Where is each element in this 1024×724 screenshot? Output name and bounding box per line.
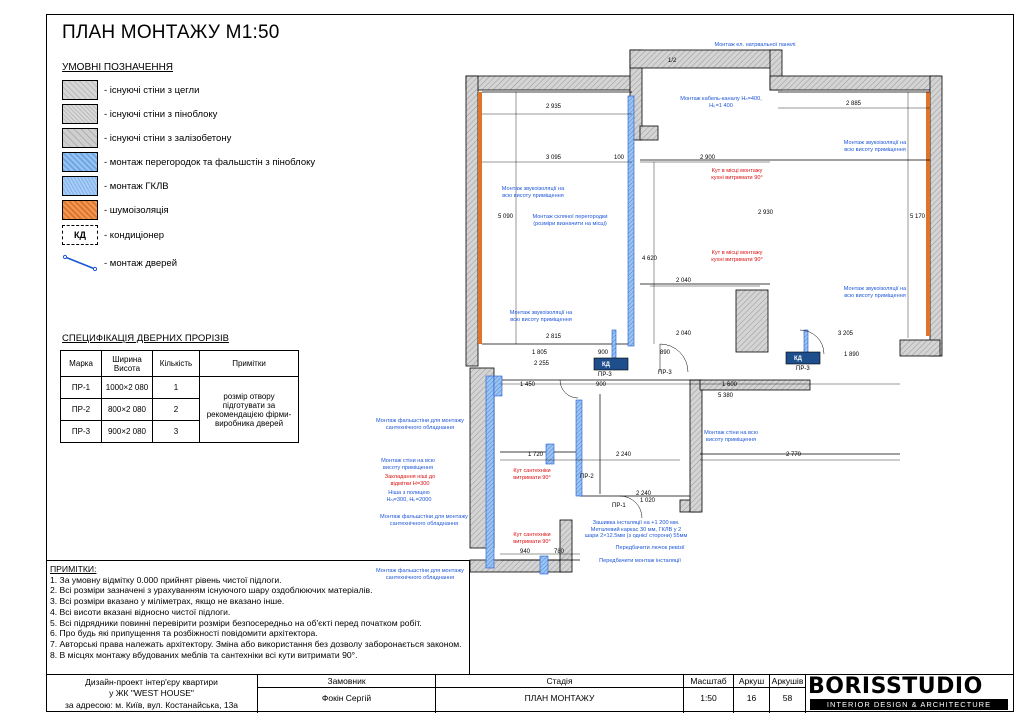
ac-unit-2 (786, 352, 820, 364)
tb-project (46, 675, 258, 713)
legend-label: - монтаж дверей (104, 257, 178, 269)
tb-project-line: Дизайн-проект інтер'єру квартири (85, 677, 218, 687)
spec-cell-notes: розмір отвору підготувати за рекомендацією фірми-виробника дверей (200, 377, 299, 443)
dim-label: 940 (520, 549, 531, 555)
dim-label: 780 (554, 549, 565, 555)
tb-stage (436, 675, 684, 713)
tb-stage-value: ПЛАН МОНТАЖУ (524, 693, 595, 703)
ac-label: КД (794, 356, 802, 362)
annotation: Ніша з полицею Hₙᵢ=300, Hₖ=2000 (386, 490, 432, 503)
tb-sheets-value: 58 (782, 693, 793, 703)
dim-label: 3 095 (546, 155, 562, 161)
dim-label: 2 240 (636, 491, 652, 497)
legend-label: - шумоізоляція (104, 204, 169, 216)
dim-label: 2 040 (676, 278, 692, 284)
spec-cell-size: 900×2 080 (102, 421, 153, 443)
tb-scale-value: 1:50 (700, 693, 717, 703)
ac-unit-1 (594, 358, 628, 370)
dim-label: 5 170 (910, 214, 926, 220)
spec-cell-qty: 1 (153, 377, 200, 399)
spec-cell-size: 1000×2 080 (102, 377, 153, 399)
dim-label: 4 620 (642, 256, 658, 262)
annotation: Передбачити монтаж інсталяції (599, 558, 681, 564)
dim-label: 2 240 (616, 452, 632, 458)
note-item: 7. Авторські права належать архітектору. Зміна або використання без дозволу заборонається законом. (50, 638, 462, 649)
note-item: 3. Всі розміри вказано у міліметрах, якщо не вказано інше. (50, 596, 285, 607)
annotation: Закладання ніші до відмітки Н=300 (384, 474, 436, 487)
ac-label: КД (602, 362, 610, 368)
dim-label: 1 890 (844, 352, 860, 358)
dim-label: 1 805 (532, 350, 548, 356)
legend-label: - кондиціонер (104, 229, 165, 241)
dim-label: 900 (596, 382, 607, 388)
dim-label: 3 205 (838, 331, 854, 337)
spec-cell-mark: ПР-1 (61, 377, 102, 399)
dim-label: 5 090 (498, 214, 514, 220)
annotation: Монтаж фальшстіни для монтажу сантехнічного обладнання (376, 418, 464, 431)
tb-sheets (770, 675, 806, 713)
legend-label: - існуючі стіни з залізобетону (104, 132, 232, 144)
spec-header-qty: Кількість (153, 351, 200, 377)
note-item: 4. Всі висоти вказані відносно чистої підлоги. (50, 606, 231, 617)
ac-symbol: КД (62, 225, 98, 245)
spec-cell-qty: 3 (153, 421, 200, 443)
dim-label: 2 770 (786, 452, 802, 458)
logo-text: BORISSTUDIO (808, 674, 983, 699)
tb-client (258, 675, 436, 713)
annotation: Кут сантехніки витримати 90° (513, 468, 551, 481)
spec-cell-size: 800×2 080 (102, 399, 153, 421)
annotation: Кут в місці монтажу кухні витримати 90° (711, 168, 763, 181)
note-item: 8. В місцях монтажу вбудованих меблів та сантехніки всі кути витримати 90°. (50, 649, 358, 660)
annotation: Кут сантехніки витримати 90° (513, 532, 551, 545)
legend-label: - існуючі стіни з піноблоку (104, 108, 218, 120)
dim-label: 890 (660, 350, 671, 356)
legend-heading: УМОВНІ ПОЗНАЧЕННЯ (62, 62, 174, 73)
tb-sheet (734, 675, 770, 713)
dim-label: 1 600 (722, 382, 738, 388)
door-label-pr1: ПР-1 (612, 503, 626, 509)
dim-label: 1 020 (640, 498, 656, 504)
tb-sheet-label: Аркуш (734, 676, 769, 688)
spec-header-size: Ширина Висота (102, 351, 153, 377)
spec-cell-mark: ПР-2 (61, 399, 102, 421)
spec-header-mark: Марка (61, 351, 102, 377)
tb-project-line: за адресою: м. Київ, вул. Костанайська, 13а (64, 700, 239, 710)
studio-logo (806, 676, 1014, 712)
dim-label: 900 (598, 350, 609, 356)
annotation: Монтаж стіни на всю висоту приміщення (704, 430, 758, 443)
dim-label: 2 040 (676, 331, 692, 337)
annotation: Монтаж кабель-каналу Hₙ=400, Hₖ=1 400 (680, 96, 762, 109)
logo-subtitle: INTERIOR DESIGN & ARCHITECTURE (810, 699, 1008, 710)
dim-label: 2 935 (546, 104, 562, 110)
notes-heading: ПРИМІТКИ: (50, 564, 97, 574)
legend-label: - існуючі стіни з цегли (104, 84, 200, 96)
annotation: Монтаж стіни на всю висоту приміщення (381, 458, 435, 471)
note-item: 5. Всі підрядники повинні перевірити розміри безпосередньо на об'єкті перед початком робіт. (50, 617, 422, 628)
tb-client-value: Фокін Сергій (321, 693, 372, 703)
note-item: 1. За умовну відмітку 0.000 прийнят рівень чистої підлоги. (50, 574, 282, 585)
dim-label: 1/2 (668, 58, 677, 64)
legend-label: - монтаж перегородок та фальшстін з піноблоку (104, 156, 316, 168)
dim-label: 2 930 (758, 210, 774, 216)
annotation: Передбачити лючок ревізії (615, 545, 685, 551)
annotation: Монтаж скляної перегородки (розміри визначити на місці) (532, 214, 608, 227)
annotation: Монтаж звукоізоляції на всю висоту приміщення (501, 186, 565, 199)
door-label-pr2: ПР-2 (580, 474, 594, 480)
note-item: 2. Всі розміри зазначені з урахуванням існуючого шару оздоблюючих матеріалів. (50, 585, 373, 596)
spec-cell-mark: ПР-3 (61, 421, 102, 443)
dim-label: 100 (614, 155, 625, 161)
notes-block (46, 560, 470, 674)
dim-label: 2 900 (700, 155, 716, 161)
tb-scale (684, 675, 734, 713)
spec-cell-qty: 2 (153, 399, 200, 421)
tb-project-line: у ЖК "WEST HOUSE" (109, 688, 194, 698)
note-item: 6. Про будь які припущення та розбіжності повідомити архітектора. (50, 628, 318, 639)
tb-client-label: Замовник (258, 676, 435, 688)
dim-label: 1 450 (520, 382, 536, 388)
annotation: Монтаж фальшстіни для монтажу сантехнічного обладнання (380, 514, 468, 527)
page-title: ПЛАН МОНТАЖУ М1:50 (62, 22, 280, 43)
dim-label: 5 380 (718, 393, 734, 399)
annotation: Зашивка інсталяції на +1 200 мм. Металевий каркас 30 мм, ГКЛВ у 2 шари 2×12.5мм (з однієї сторони) 55мм (584, 520, 688, 540)
door-label-pr3: ПР-3 (796, 366, 810, 372)
annotation: Монтаж звукоізоляції на всю висоту приміщення (843, 286, 907, 299)
spec-header-notes: Примітки (200, 351, 299, 377)
dim-label: 2 885 (846, 101, 862, 107)
door-label-pr3: ПР-3 (598, 372, 612, 378)
annotation: Монтаж фальшстіни для монтажу сантехнічного обладнання (376, 568, 464, 581)
tb-scale-label: Масштаб (684, 676, 733, 688)
legend-label: - монтаж ГКЛВ (104, 180, 169, 192)
tb-sheets-label: Аркушів (771, 676, 804, 686)
annotation: Кут в місці монтажу кухні витримати 90° (711, 250, 763, 263)
annotation: Монтаж ел. натрвальної панелі (714, 42, 796, 48)
tb-stage-label: Стадія (436, 676, 683, 688)
annotation: Монтаж звукоізоляції на всю висоту приміщення (843, 140, 907, 153)
dim-label: 2 815 (546, 334, 562, 340)
tb-sheet-value: 16 (746, 693, 757, 703)
annotation: Монтаж звукоізоляції на всю висоту приміщення (509, 310, 573, 323)
spec-heading: СПЕЦИФІКАЦІЯ ДВЕРНИХ ПРОРІЗІВ (62, 333, 229, 344)
door-label-pr3: ПР-3 (658, 370, 672, 376)
dim-label: 1 720 (528, 452, 544, 458)
dim-label: 2 255 (534, 361, 550, 367)
